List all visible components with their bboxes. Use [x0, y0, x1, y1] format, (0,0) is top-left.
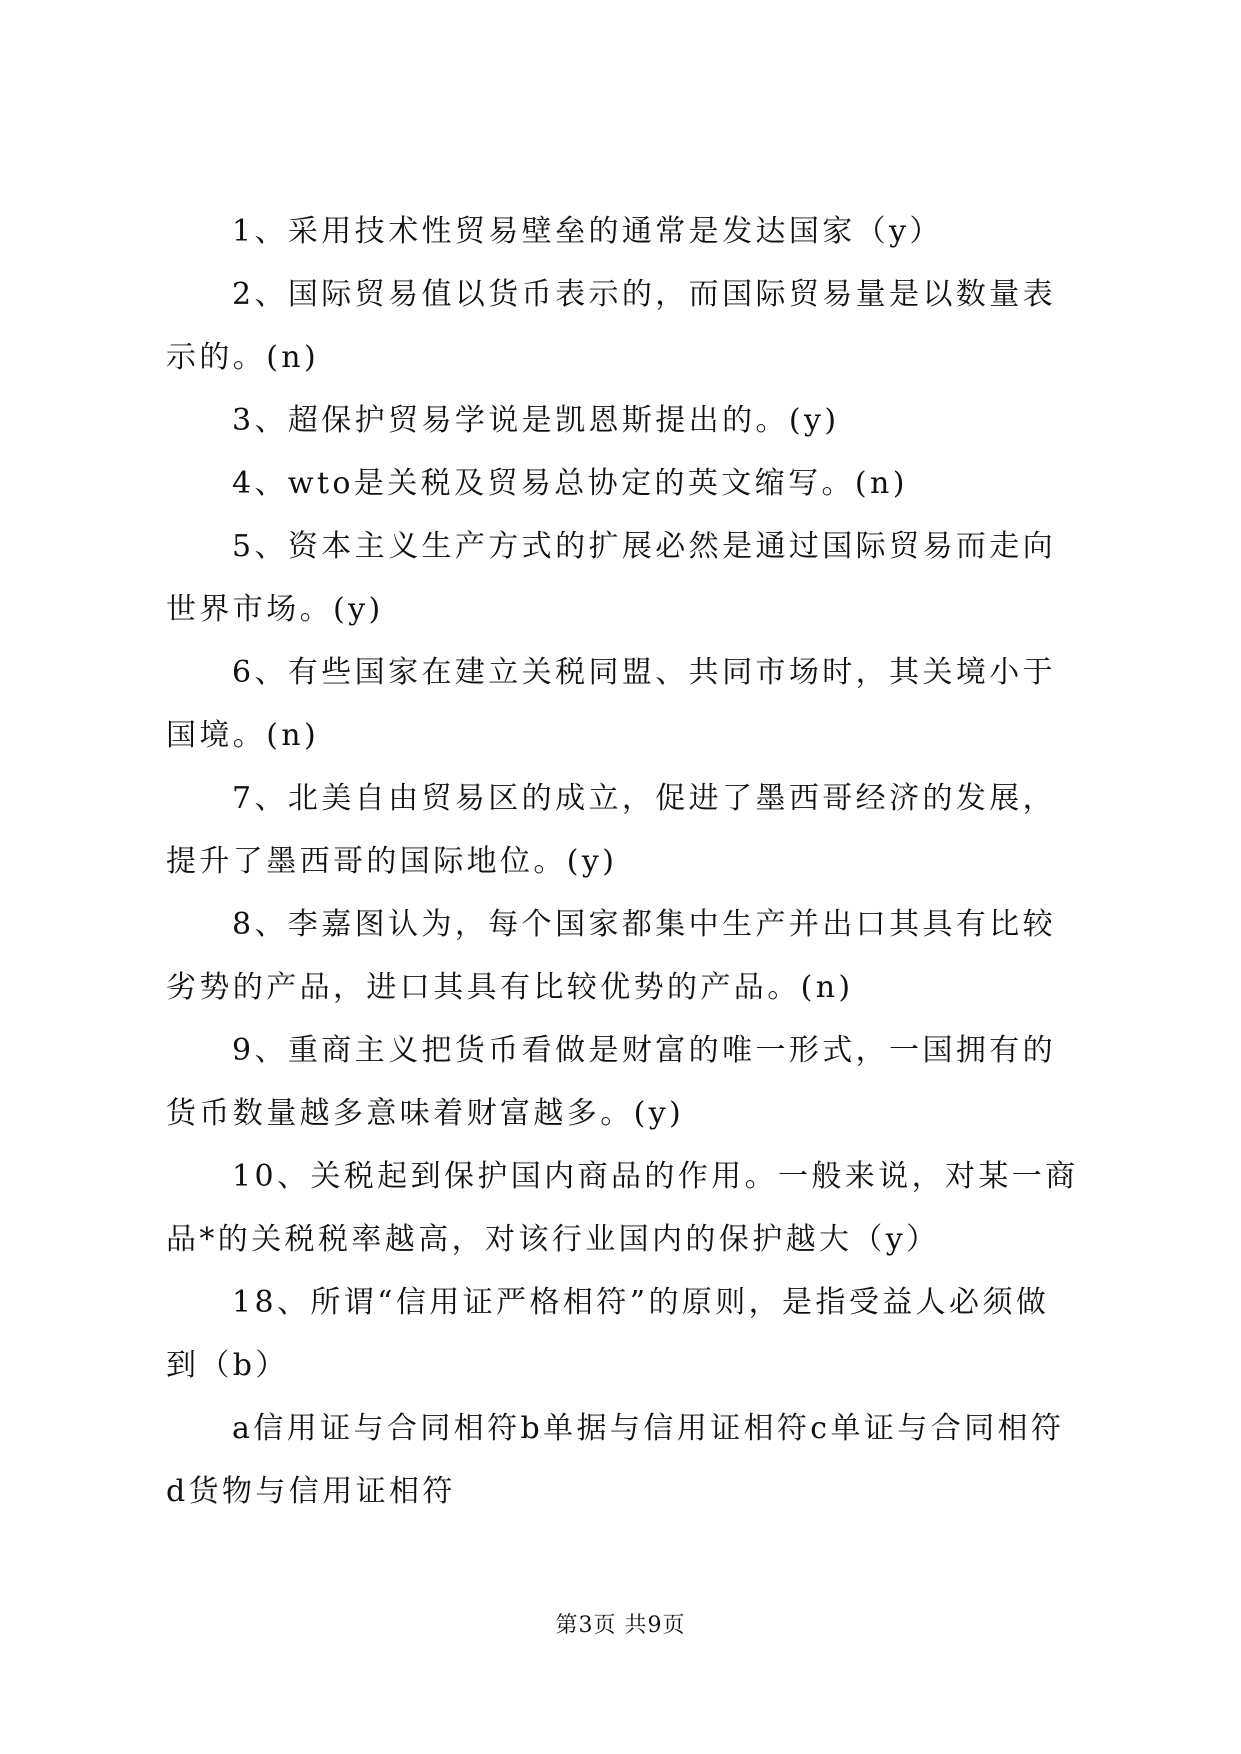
paragraph-1: 1、采用技术性贸易壁垒的通常是发达国家（y） — [232, 214, 943, 249]
paragraph-5: 5、资本主义生产方式的扩展必然是通过国际贸易而走向世界市场。(y) — [166, 529, 1057, 627]
paragraph-7: 7、北美自由贸易区的成立，促进了墨西哥经济的发展，提升了墨西哥的国际地位。(y) — [166, 781, 1057, 879]
paragraph-6: 6、有些国家在建立关税同盟、共同市场时，其关境小于国境。(n) — [166, 655, 1057, 753]
paragraph-18: 18、所谓“信用证严格相符”的原则，是指受益人必须做到（b） — [166, 1285, 1050, 1383]
document-body — [166, 200, 1081, 1523]
paragraph-10: 10、关税起到保护国内商品的作用。一般来说，对某一商品*的关税税率越高，对该行业国内的保护越大（y） — [166, 1159, 1079, 1257]
paragraph-4: 4、wto是关税及贸易总协定的英文缩写。(n) — [232, 466, 908, 501]
page-footer: 第3页 共9页 — [555, 1613, 686, 1638]
paragraph-9: 9、重商主义把货币看做是财富的唯一形式，一国拥有的货币数量越多意味着财富越多。(y) — [166, 1033, 1057, 1131]
paragraph-options: a信用证与合同相符b单据与信用证相符c单证与合同相符d货物与信用证相符 — [166, 1411, 1065, 1509]
paragraph-3: 3、超保护贸易学说是凯恩斯提出的。(y) — [232, 403, 840, 438]
paragraph-2: 2、国际贸易值以货币表示的，而国际贸易量是以数量表示的。(n) — [166, 277, 1057, 375]
paragraph-8: 8、李嘉图认为，每个国家都集中生产并出口其具有比较劣势的产品，进口其具有比较优势的产品。(n) — [166, 907, 1057, 1005]
